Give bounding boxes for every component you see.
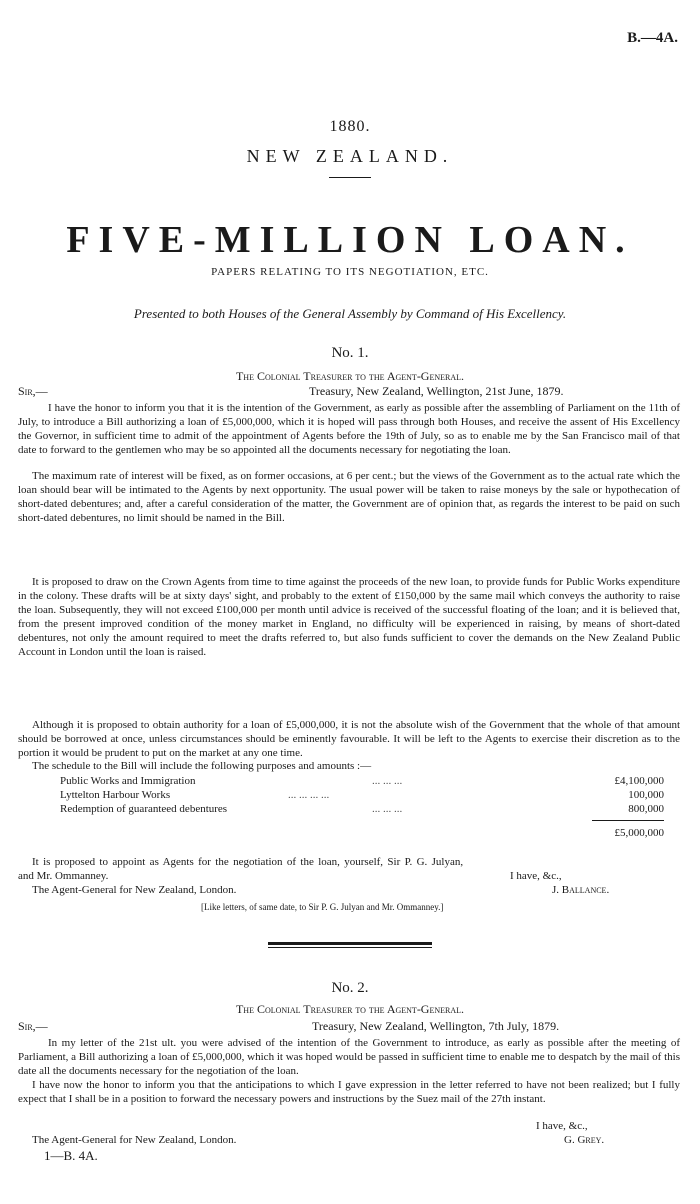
letter-1-salutation: Sir,— — [18, 384, 48, 398]
schedule-leader: ... ... ... — [372, 775, 403, 787]
letter-1-paragraph-4: Although it is proposed to obtain authority for a loan of £5,000,000, it is not the absolute wish of the Government that the whole of that amount should be borrowed at once, unless circumstances should be eminently favourable. It will be left to the Agents to exercise their discretion as to the portion it would be prudent to put on the market at any one time. — [18, 719, 680, 759]
letter-2-paragraph-2: I have now the honor to inform you that the anticipations to which I gave expression in the letter referred to have not been realized; but I fully expect that I shall be in a position to forward the necessary powers and instructions by the Suez mail of the 27th instant. — [18, 1079, 680, 1105]
document-subtitle: PAPERS RELATING TO ITS NEGOTIATION, ETC. — [211, 266, 489, 278]
letter-1-paragraph-1: I have the honor to inform you that it is the intention of the Government, as early as possible after the assembling of Parliament on the 11th of July, to introduce a Bill authorizing a loan of £5,000,000, which it is hoped will pass through both Houses, and receive the assent of His Excellency the Governor, in sufficient time to admit of the appointment of Agents before the 19th of July, so as to enable me by the San Francisco mail of that date to forward to the gentlemen who may be so appointed all the documents necessary for negotiating the loan. — [18, 402, 680, 456]
letter-1-paragraph-5: It is proposed to appoint as Agents for the negotiation of the loan, yourself, Sir P. G. Julyan, — [32, 856, 464, 868]
schedule-item: Lyttelton Harbour Works — [60, 789, 171, 801]
page-reference: B.—4A. — [627, 30, 678, 46]
schedule-row — [60, 774, 664, 788]
letter-1-paragraph-5-end: and Mr. Ommanney. — [18, 870, 109, 882]
letter-1-number: No. 1. — [331, 345, 369, 361]
schedule-item: Public Works and Immigration — [60, 775, 196, 787]
schedule-row — [60, 802, 664, 816]
letter-1-note: [Like letters, of same date, to Sir P. G. Julyan and Mr. Ommanney.] — [201, 902, 444, 912]
schedule-amount: £4,100,000 — [614, 775, 664, 787]
letter-2-salutation: Sir,— — [18, 1019, 48, 1033]
letter-1-closing: I have, &c., — [510, 870, 562, 882]
presented-line: Presented to both Houses of the General Assembly by Command of His Excellency. — [133, 306, 567, 321]
document-title: FIVE-MILLION LOAN. — [66, 219, 634, 261]
letter-1-paragraph-3: It is proposed to draw on the Crown Agents from time to time against the proceeds of the new loan, to provide funds for Public Works expenditure in the colony. These drafts will be at sixty days' sight, and probably to the extent of £150,000 by the same mail which conveys the authority to raise the loan. Subsequently, they will not exceed £100,000 per month until advice is received of the successful floating of the loan; and it is believed that, from the present improved condition of the money market in England, no difficulty will be experienced in raising, by means of short-dated debentures, not only the amount required to meet the drafts referred to, but also funds sufficient to cover the demands on the New Zealand Public Account in London until the loan is raised. — [18, 576, 680, 658]
letter-2-recipient: The Agent-General for New Zealand, London. — [32, 1134, 237, 1146]
short-rule — [329, 177, 371, 178]
sheet-mark: 1—B. 4A. — [44, 1148, 98, 1163]
schedule-amount: 800,000 — [628, 803, 664, 815]
schedule-row — [60, 788, 664, 802]
section-divider-thin — [268, 947, 432, 948]
letter-1-heading: The Colonial Treasurer to the Agent-General. — [235, 369, 465, 383]
year: 1880. — [329, 118, 371, 135]
section-divider — [268, 942, 432, 945]
letter-1-recipient: The Agent-General for New Zealand, London. — [32, 884, 237, 896]
letter-2-closing: I have, &c., — [536, 1120, 588, 1132]
letter-1-dateline: Treasury, New Zealand, Wellington, 21st June, 1879. — [309, 384, 564, 398]
schedule-leader: ... ... ... ... — [288, 789, 330, 801]
schedule-intro: The schedule to the Bill will include the following purposes and amounts :— — [32, 760, 372, 772]
letter-1-signature: J. Ballance. — [552, 884, 610, 896]
letter-2-paragraph-1: In my letter of the 21st ult. you were advised of the intention of the Government to introduce, as early as possible after the meeting of Parliament, a Bill authorizing a loan of £5,000,000, which it was hoped would be passed in sufficient time to enable me to despatch by the mail of this date all the documents necessary for the negotiation of the loan. — [18, 1037, 680, 1077]
schedule-total-rule — [592, 820, 664, 821]
schedule-leader: ... ... ... — [372, 803, 403, 815]
schedule-amount: 100,000 — [628, 789, 664, 801]
schedule-item: Redemption of guaranteed debentures — [60, 803, 228, 815]
letter-2-number: No. 2. — [331, 980, 369, 996]
letter-2-signature: G. Grey. — [564, 1134, 605, 1146]
letter-2-dateline: Treasury, New Zealand, Wellington, 7th July, 1879. — [312, 1019, 560, 1033]
schedule-total: £5,000,000 — [614, 827, 664, 839]
country-heading: NEW ZEALAND. — [246, 146, 454, 166]
letter-2-heading: The Colonial Treasurer to the Agent-General. — [235, 1002, 465, 1016]
letter-1-paragraph-2: The maximum rate of interest will be fixed, as on former occasions, at 6 per cent.; but the views of the Government as to the actual rate which the loan should bear will be intimated to the Agents by next opportunity. The usual power will be taken to raise moneys by the sale or hypothecation of short-dated debentures; and, after a careful consideration of the matter, the Government are of opinion that, as regards the interest to be paid on such short-dated debentures, no limit should be named in the Bill. — [18, 470, 680, 524]
